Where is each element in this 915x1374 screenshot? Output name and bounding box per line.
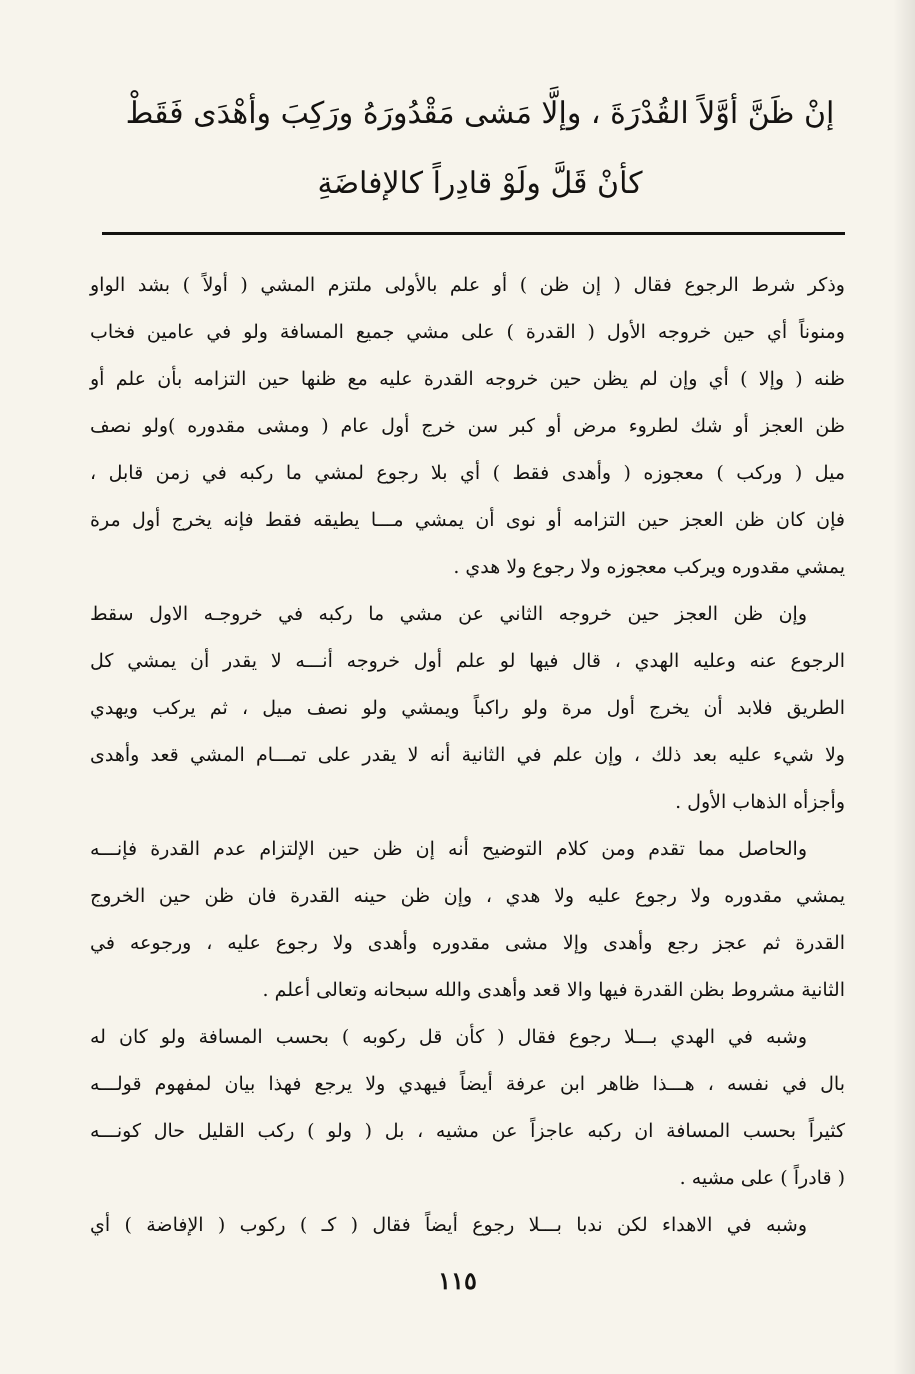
commentary-line: وشبه في الهدي بـــلا رجوع فقال ( كأن قل ركوبه ) بحسب المسافة ولو كان له <box>90 1026 807 1048</box>
commentary-line: ( قادراً ) على مشيه . <box>679 1167 845 1189</box>
commentary-line: الثانية مشروط بظن القدرة فيها والا قعد وأهدى والله سبحانه وتعالى أعلم . <box>262 979 845 1001</box>
page-edge-shadow <box>893 0 915 1374</box>
commentary-line: والحاصل مما تقدم ومن كلام التوضيح أنه إن ظن حين الإلتزام عدم القدرة فإنـــه <box>90 838 807 860</box>
commentary-line: بال في نفسه ، هـــذا ظاهر ابن عرفة أيضاً فيهدي ولا يرجع فهذا بيان لمفهوم قولـــه <box>90 1073 845 1095</box>
commentary-line: الطريق فلابد أن يخرج أول مرة ولو راكباً ويمشي ولو نصف ميل ، ثم يركب ويهدي <box>90 697 845 719</box>
commentary-line: فإن كان ظن العجز حين التزامه أو نوى أن يمشي مـــا يطيقه فقط فإنه يخرج أول مرة <box>90 509 845 531</box>
commentary-line: ولا شيء عليه بعد ذلك ، وإن علم في الثانية أنه لا يقدر على تمـــام المشي قعد وأهدى <box>90 744 845 766</box>
page-number: ١١٥ <box>438 1266 477 1295</box>
commentary-line: الرجوع عنه وعليه الهدي ، قال فيها لو علم أول خروجه أنـــه لا يقدر أن يمشي كل <box>90 650 845 672</box>
commentary-line: القدرة ثم عجز رجع وأهدى وإلا مشى مقدوره وأهدى ولا رجوع عليه ، ورجوعه في <box>90 932 845 954</box>
commentary-line: ظن العجز أو شك لطروء مرض أو كبر سن خرج أول عام ( ومشى مقدوره )ولو نصف <box>90 415 845 437</box>
commentary-line: ومنوناً أي حين خروجه الأول ( القدرة ) على مشي جميع المسافة ولو في عامين فخاب <box>90 321 845 343</box>
commentary-line: كثيراً بحسب المسافة ان ركبه عاجزاً عن مشيه ، بل ( ولو ) ركب القليل حال كونـــه <box>90 1120 845 1142</box>
commentary-body <box>90 262 845 1249</box>
commentary-line: يمشي مقدوره ويركب معجوزه ولا رجوع ولا هدي . <box>453 556 845 578</box>
verse-line-1: إنْ ظَنَّ أوَّلاً القُدْرَةَ ، وإلَّا مَشى مَقْدُورَهُ ورَكِبَ وأهْدَى فَقَطْ <box>125 96 835 131</box>
commentary-line: ميل ( وركب ) معجوزه ( وأهدى فقط ) أي بلا رجوع لمشي ما ركبه في زمن قابل ، <box>90 462 845 484</box>
commentary-line: وأجزأه الذهاب الأول . <box>675 791 845 813</box>
commentary-line: يمشي مقدوره ولا رجوع عليه ولا هدي ، وإن ظن حينه القدرة فان ظن حين الخروج <box>90 885 845 907</box>
commentary-line: وإن ظن العجز حين خروجه الثاني عن مشي ما ركبه في خروجـه الاول سقط <box>90 603 807 625</box>
commentary-line: وشبه في الاهداء لكن ندبا بـــلا رجوع أيضاً فقال ( كـ ) ركوب ( الإفاضة ) أي <box>90 1214 807 1236</box>
commentary-line: ظنه ( وإلا ) أي وإن لم يظن حين خروجه القدرة عليه مع ظنها حين التزامه بأن علم أو <box>90 368 845 390</box>
separator-rule <box>102 232 845 235</box>
commentary-line: وذكر شرط الرجوع فقال ( إن ظن ) أو علم بالأولى ملتزم المشي ( أولاً ) بشد الواو <box>90 274 845 296</box>
verse-line-2: كأنْ قَلَّ ولَوْ قادِراً كالإفاضَةِ <box>317 166 643 201</box>
